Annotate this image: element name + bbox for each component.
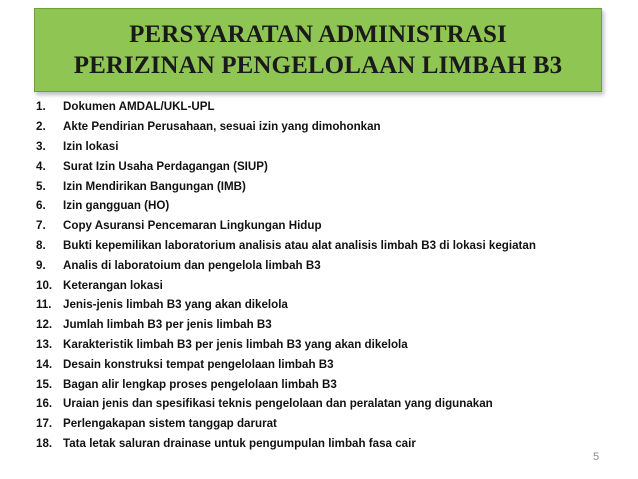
list-item-number: 13. [36, 337, 53, 351]
list-item-number: 16. [36, 397, 53, 411]
list-item-text: Dokumen AMDAL/UKL-UPL [63, 100, 215, 114]
list-item [36, 315, 626, 335]
list-item [36, 394, 626, 414]
list-item-text: Uraian jenis dan spesifikasi teknis pengelolaan dan peralatan yang digunakan [63, 397, 493, 411]
list-item-number: 9. [36, 258, 46, 272]
list-item-text: Jenis-jenis limbah B3 yang akan dikelola [63, 298, 288, 312]
list-item-text: Tata letak saluran drainase untuk pengumpulan limbah fasa cair [63, 436, 416, 450]
list-item-number: 3. [36, 139, 46, 153]
list-item-number: 4. [36, 159, 46, 173]
list-item-number: 14. [36, 357, 53, 371]
list-item [36, 117, 626, 137]
list-item-text: Izin Mendirikan Bangungan (IMB) [63, 179, 246, 193]
list-item-number: 2. [36, 120, 46, 134]
list-item [36, 156, 626, 176]
list-item [36, 196, 626, 216]
list-item-text: Analis di laboratoium dan pengelola limbah B3 [63, 258, 321, 272]
list-item-number: 10. [36, 278, 53, 292]
list-item-number: 11. [36, 298, 52, 312]
list-item-text: Surat Izin Usaha Perdagangan (SIUP) [63, 159, 268, 173]
list-item-number: 6. [36, 199, 46, 213]
list-item [36, 176, 626, 196]
list-item-number: 7. [36, 219, 46, 233]
list-item-number: 15. [36, 377, 53, 391]
list-item [36, 354, 626, 374]
list-item [36, 255, 626, 275]
list-item-text: Copy Asuransi Pencemaran Lingkungan Hidup [63, 219, 322, 233]
list-item [36, 374, 626, 394]
requirements-list [36, 97, 626, 453]
list-item-number: 8. [36, 238, 46, 252]
list-item-number: 17. [36, 417, 53, 431]
list-item [36, 295, 626, 315]
list-item-number: 5. [36, 179, 46, 193]
list-item-text: Karakteristik limbah B3 per jenis limbah B3 yang akan dikelola [63, 337, 408, 351]
list-item-text: Desain konstruksi tempat pengelolaan limbah B3 [63, 357, 334, 371]
list-item [36, 414, 626, 434]
list-item-text: Bagan alir lengkap proses pengelolaan limbah B3 [63, 377, 337, 391]
slide-title-line-1: PERSYARATAN ADMINISTRASI [129, 21, 507, 48]
list-item-text: Izin lokasi [63, 139, 119, 153]
list-item-text: Akte Pendirian Perusahaan, sesuai izin yang dimohonkan [63, 120, 381, 134]
list-item [36, 275, 626, 295]
list-item-text: Bukti kepemilikan laboratorium analisis atau alat analisis limbah B3 di lokasi kegiatan [63, 238, 536, 252]
list-item-number: 1. [36, 100, 46, 114]
title-box [34, 8, 602, 92]
list-item-text: Jumlah limbah B3 per jenis limbah B3 [63, 318, 272, 332]
page-number: 5 [593, 451, 600, 463]
list-item [36, 97, 626, 117]
list-item [36, 137, 626, 157]
list-item-text: Perlengakapan sistem tanggap darurat [63, 417, 277, 431]
list-item [36, 335, 626, 355]
slide-title-line-2: PERIZINAN PENGELOLAAN LIMBAH B3 [73, 52, 563, 79]
list-item [36, 434, 626, 454]
list-item [36, 236, 626, 256]
list-item-number: 18. [36, 436, 53, 450]
list-item-text: Izin gangguan (HO) [63, 199, 170, 213]
list-item-number: 12. [36, 318, 53, 332]
list-item [36, 216, 626, 236]
list-item-text: Keterangan lokasi [63, 278, 163, 292]
